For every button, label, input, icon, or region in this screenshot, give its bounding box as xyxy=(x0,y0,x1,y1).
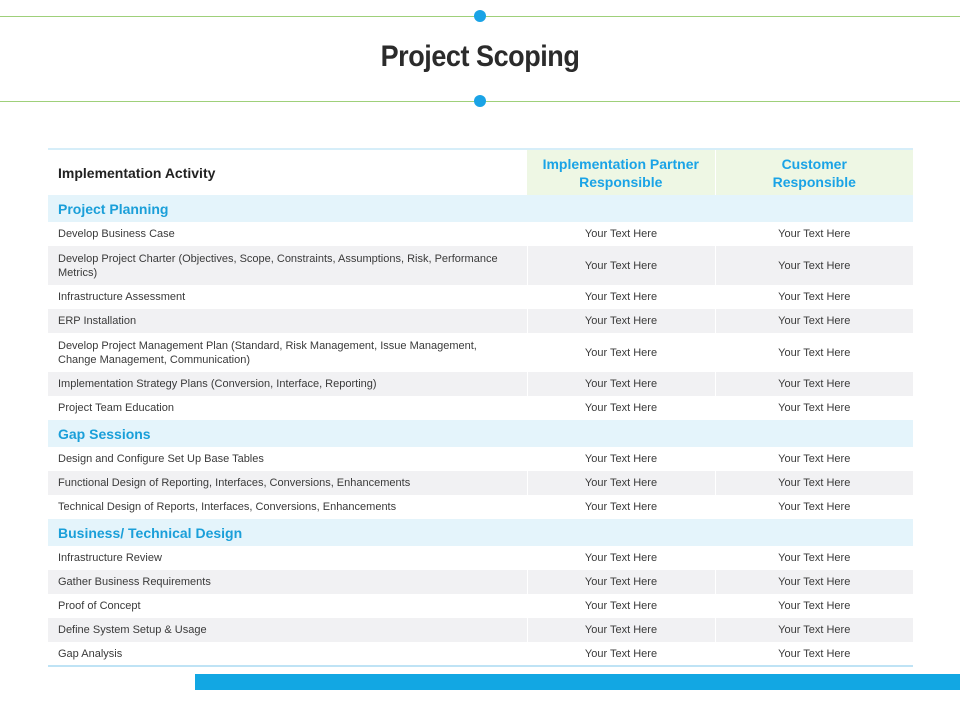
header-implementation-activity: Implementation Activity xyxy=(48,149,527,195)
table-row xyxy=(48,396,913,420)
customer-cell: Your Text Here xyxy=(715,285,913,309)
partner-cell: Your Text Here xyxy=(527,372,715,396)
partner-cell: Your Text Here xyxy=(527,309,715,333)
activity-cell: Implementation Strategy Plans (Conversion, Interface, Reporting) xyxy=(48,372,527,396)
header-customer-line-2: Responsible xyxy=(772,173,856,190)
activity-cell: Gap Analysis xyxy=(48,642,527,666)
partner-cell: Your Text Here xyxy=(527,246,715,285)
table-row xyxy=(48,642,913,666)
customer-cell: Your Text Here xyxy=(715,372,913,396)
customer-cell: Your Text Here xyxy=(715,642,913,666)
partner-cell: Your Text Here xyxy=(527,333,715,372)
bottom-divider-dot xyxy=(474,95,486,107)
partner-cell: Your Text Here xyxy=(527,471,715,495)
table-row xyxy=(48,594,913,618)
customer-cell: Your Text Here xyxy=(715,546,913,570)
table-row xyxy=(48,333,913,372)
customer-cell: Your Text Here xyxy=(715,570,913,594)
section-title: Gap Sessions xyxy=(58,425,151,442)
activity-cell: Project Team Education xyxy=(48,396,527,420)
table-row xyxy=(48,447,913,471)
table-row xyxy=(48,222,913,246)
table-row xyxy=(48,285,913,309)
table-row xyxy=(48,495,913,519)
customer-cell: Your Text Here xyxy=(715,222,913,246)
partner-cell: Your Text Here xyxy=(527,396,715,420)
section-row xyxy=(48,420,913,447)
activity-cell: Design and Configure Set Up Base Tables xyxy=(48,447,527,471)
table-header-row xyxy=(48,149,913,195)
partner-cell: Your Text Here xyxy=(527,222,715,246)
section-title: Business/ Technical Design xyxy=(58,524,243,541)
customer-cell: Your Text Here xyxy=(715,396,913,420)
table-body xyxy=(48,195,913,666)
header-customer xyxy=(715,149,913,195)
activity-cell: ERP Installation xyxy=(48,309,527,333)
table-row xyxy=(48,246,913,285)
customer-cell: Your Text Here xyxy=(715,447,913,471)
partner-cell: Your Text Here xyxy=(527,642,715,666)
table-row xyxy=(48,471,913,495)
partner-cell: Your Text Here xyxy=(527,618,715,642)
partner-cell: Your Text Here xyxy=(527,285,715,309)
partner-cell: Your Text Here xyxy=(527,447,715,471)
activity-cell: Proof of Concept xyxy=(48,594,527,618)
partner-cell: Your Text Here xyxy=(527,495,715,519)
customer-cell: Your Text Here xyxy=(715,594,913,618)
header-implementation-partner xyxy=(527,149,715,195)
activity-cell: Infrastructure Assessment xyxy=(48,285,527,309)
activity-cell: Infrastructure Review xyxy=(48,546,527,570)
activity-cell: Develop Project Management Plan (Standard, Risk Management, Issue Management, Change Management, Communication) xyxy=(48,333,527,372)
table-row xyxy=(48,546,913,570)
header-customer-line-1: Customer xyxy=(781,155,847,172)
section-row xyxy=(48,519,913,546)
table-row xyxy=(48,618,913,642)
section-title: Project Planning xyxy=(58,200,169,217)
customer-cell: Your Text Here xyxy=(715,309,913,333)
section-row xyxy=(48,195,913,222)
customer-cell: Your Text Here xyxy=(715,471,913,495)
project-scoping-table xyxy=(48,148,913,667)
header-partner-line-2: Responsible xyxy=(579,173,663,190)
customer-cell: Your Text Here xyxy=(715,618,913,642)
customer-cell: Your Text Here xyxy=(715,495,913,519)
table-row xyxy=(48,372,913,396)
customer-cell: Your Text Here xyxy=(715,246,913,285)
activity-cell: Functional Design of Reporting, Interfaces, Conversions, Enhancements xyxy=(48,471,527,495)
partner-cell: Your Text Here xyxy=(527,570,715,594)
activity-cell: Develop Project Charter (Objectives, Scope, Constraints, Assumptions, Risk, Performance Metrics) xyxy=(48,246,527,285)
footer-accent-bar xyxy=(195,674,960,690)
page-title: Project Scoping xyxy=(380,40,580,73)
activity-cell: Define System Setup & Usage xyxy=(48,618,527,642)
partner-cell: Your Text Here xyxy=(527,546,715,570)
table-row xyxy=(48,309,913,333)
table-row xyxy=(48,570,913,594)
activity-cell: Technical Design of Reports, Interfaces, Conversions, Enhancements xyxy=(48,495,527,519)
activity-cell: Gather Business Requirements xyxy=(48,570,527,594)
header-partner-line-1: Implementation Partner xyxy=(542,155,699,172)
partner-cell: Your Text Here xyxy=(527,594,715,618)
top-divider-dot xyxy=(474,10,486,22)
activity-cell: Develop Business Case xyxy=(48,222,527,246)
customer-cell: Your Text Here xyxy=(715,333,913,372)
